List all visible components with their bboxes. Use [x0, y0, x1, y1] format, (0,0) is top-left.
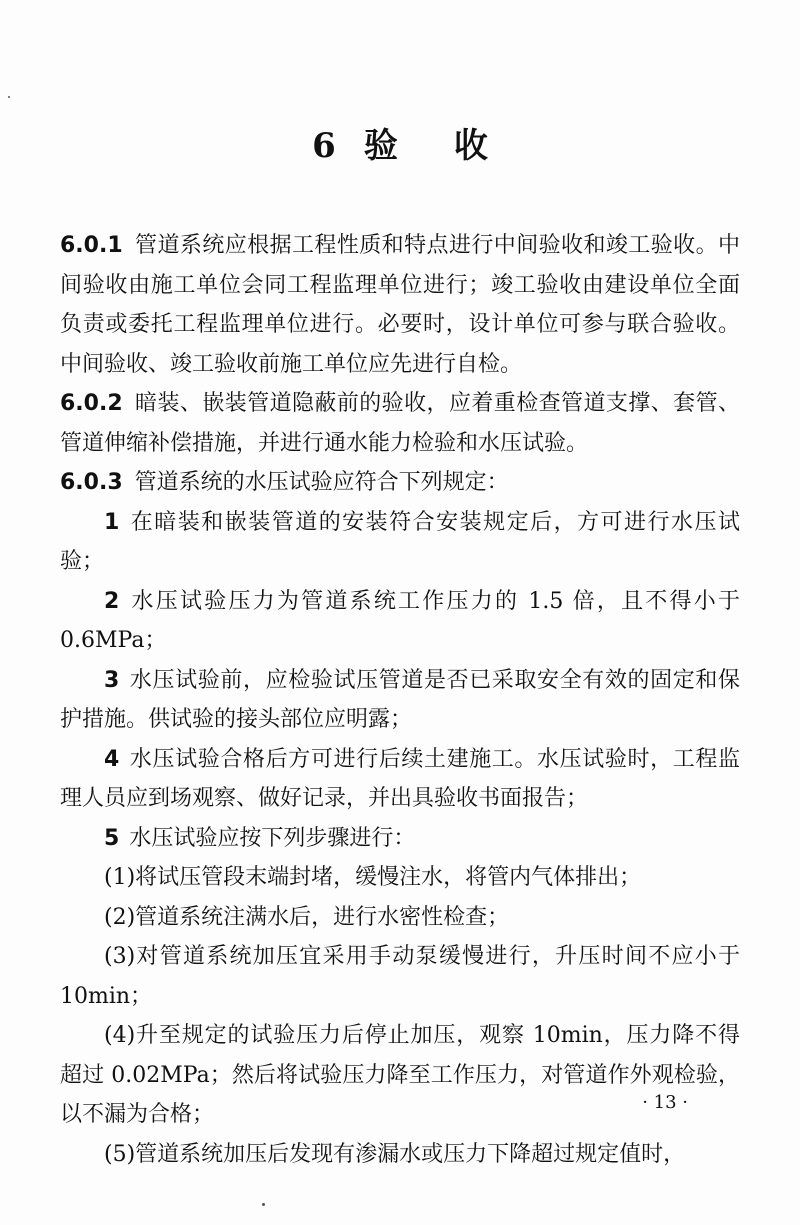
item-number: 2	[104, 588, 120, 614]
item-number: 5	[104, 825, 120, 851]
chapter-title-char-1: 验	[363, 126, 398, 166]
item-number: 1	[104, 509, 120, 535]
clause-text: 管道系统的水压试验应符合下列规定：	[134, 470, 509, 495]
item-number: 4	[104, 746, 120, 772]
step-item: (2)管道系统注满水后，进行水密性检查；	[104, 904, 510, 930]
scan-speck	[262, 1203, 265, 1206]
clause-6-0-2	[60, 384, 740, 463]
list-item	[60, 740, 740, 819]
clause-6-0-1	[60, 226, 740, 384]
item-number: 3	[104, 667, 120, 693]
clause-text: 暗装、嵌装管道隐蔽前的验收，应着重检查管道支撑、套管、管道伸缩补偿措施，并进行通水能力检验和水压试验。	[60, 391, 740, 456]
step-item: (4)升至规定的试验压力后停止加压，观察 10min，压力降不得超过 0.02MPa；然后将试验压力降至工作压力，对管道作外观检验，以不漏为合格；	[60, 1023, 740, 1127]
item-text: 水压试验前，应检验试压管道是否已采取安全有效的固定和保护措施。供试验的接头部位应明露；	[60, 667, 740, 732]
list-item	[60, 503, 740, 582]
item-text: 在暗装和嵌装管道的安装符合安装规定后，方可进行水压试验；	[60, 509, 740, 574]
list-item	[60, 819, 740, 859]
chapter-title	[0, 118, 800, 167]
step-item: (3)对管道系统加压宜采用手动泵缓慢进行，升压时间不应小于 10min；	[60, 944, 740, 1009]
clause-text: 管道系统应根据工程性质和特点进行中间验收和竣工验收。中间验收由施工单位会同工程监理单位进行；竣工验收由建设单位全面负责或委托工程监理单位进行。必要时，设计单位可参与联合验收。中间验收、竣工验收前施工单位应先进行自检。	[60, 233, 740, 377]
chapter-title-char-2: 收	[453, 126, 488, 166]
item-text: 水压试验压力为管道系统工作压力的 1.5 倍，且不得小于 0.6MPa；	[60, 588, 740, 653]
clause-number: 6.0.1	[60, 233, 123, 258]
body-text	[60, 226, 740, 1174]
step-item: (5)管道系统加压后发现有渗漏水或压力下降超过规定值时，	[104, 1141, 686, 1167]
item-text: 水压试验合格后方可进行后续土建施工。水压试验时，工程监理人员应到场观察、做好记录，并出具验收书面报告；	[60, 746, 740, 811]
step-item: (1)将试压管段末端封堵，缓慢注水，将管内气体排出；	[104, 865, 642, 890]
clause-number: 6.0.2	[60, 391, 123, 416]
item-text: 水压试验应按下列步骤进行：	[129, 825, 416, 851]
list-item	[60, 661, 740, 740]
clause-number: 6.0.3	[60, 470, 123, 495]
list-item	[60, 582, 740, 661]
chapter-number: 6	[312, 126, 336, 166]
page-number: · 13 ·	[642, 1092, 688, 1113]
scan-speck	[8, 96, 10, 98]
clause-6-0-3	[60, 463, 740, 503]
